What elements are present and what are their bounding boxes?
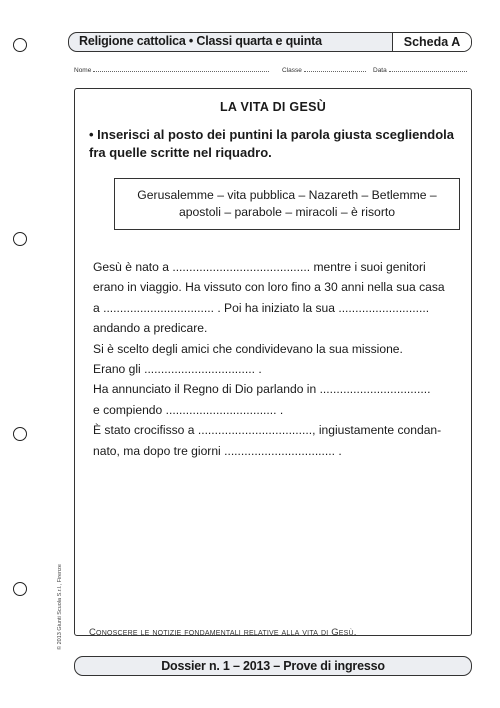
- word-box-line: Gerusalemme – vita pubblica – Nazareth – Betlemme –: [137, 188, 437, 202]
- header-bar: [68, 32, 472, 52]
- binder-hole-4: [13, 582, 27, 596]
- word-box: [114, 178, 460, 230]
- exercise-title: LA VITA DI GESÙ: [219, 100, 327, 114]
- text-line[interactable]: e compiendo ................................. .: [93, 402, 284, 417]
- exercise-panel: [74, 88, 472, 636]
- header-title: Religione cattolica • Classi quarta e quinta: [79, 34, 322, 48]
- copyright: © 2013 Giunti Scuola S.r.l., Firenze: [57, 564, 63, 650]
- learning-goal: [89, 627, 357, 638]
- text-line[interactable]: Gesù è nato a ......................................... mentre i suoi genitori: [93, 260, 426, 274]
- scheda-label: Scheda A: [392, 33, 471, 51]
- binder-hole-3: [13, 427, 27, 441]
- text-line: andando a predicare.: [93, 321, 208, 336]
- text-line: erano in viaggio. Ha vissuto con loro fino a 30 anni nella sua casa: [93, 280, 445, 295]
- class-field[interactable]: [282, 66, 366, 74]
- exercise-instruction: • Inserisci al posto dei puntini la parola giusta scegliendola fra quelle scritte nel riquadro.: [89, 127, 455, 160]
- nome-label: Nome: [74, 67, 92, 74]
- text-line[interactable]: Ha annunciato il Regno di Dio parlando in .................................: [93, 382, 431, 397]
- text-line[interactable]: a ................................. . Poi ha iniziato la sua ...........................: [93, 300, 430, 315]
- classe-label: Classe: [282, 67, 302, 74]
- date-field[interactable]: [373, 66, 467, 74]
- text-line[interactable]: È stato crocifisso a .................................., ingiustamente condan-: [93, 423, 442, 438]
- footer-bar: Dossier n. 1 – 2013 – Prove di ingresso: [74, 656, 472, 676]
- binder-hole-2: [13, 232, 27, 246]
- text-line: Si è scelto degli amici che condividevano la sua missione.: [93, 341, 403, 356]
- name-field[interactable]: [74, 66, 269, 74]
- data-label: Data: [373, 67, 387, 74]
- learning-goal-text: Conoscere le notizie fondamentali relative alla vita di Gesù.: [89, 627, 357, 638]
- binder-hole-1: [13, 38, 27, 52]
- text-line[interactable]: nato, ma dopo tre giorni ................................. .: [93, 443, 342, 458]
- text-line[interactable]: Erano gli ................................. .: [93, 362, 262, 377]
- fill-in-text: [93, 257, 463, 461]
- word-box-line: apostoli – parabole – miracoli – è risorto: [178, 205, 396, 219]
